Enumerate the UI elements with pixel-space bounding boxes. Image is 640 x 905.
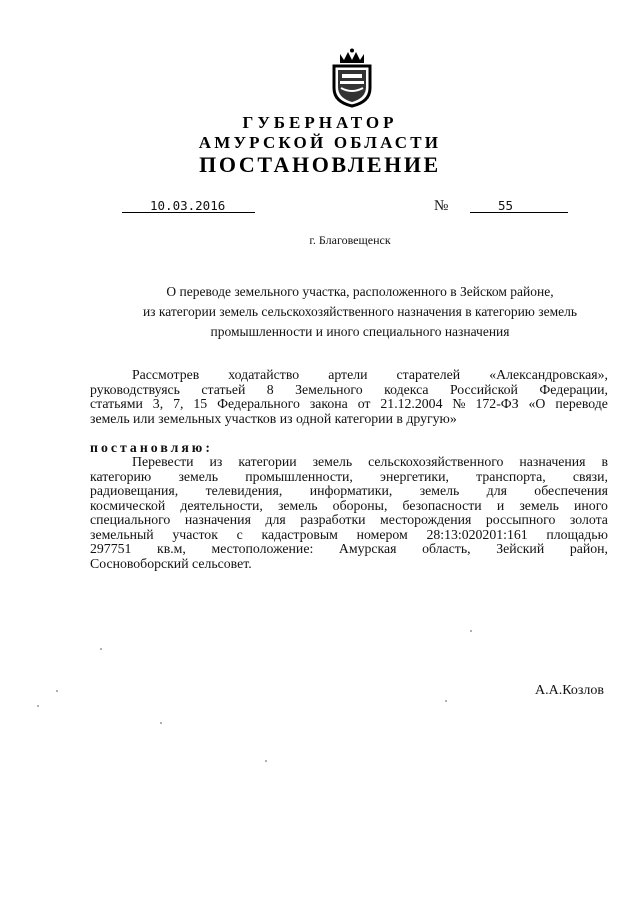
- paragraph-line: Сосновоборский сельсовет.: [90, 556, 252, 571]
- coat-of-arms-icon: [326, 48, 378, 108]
- document-date: 10.03.2016: [150, 198, 226, 213]
- scan-speck: [265, 760, 267, 762]
- paragraph-line: космической деятельности, земель обороны, безопасности и земель иного: [90, 498, 608, 513]
- paragraph-line: 297751 кв.м, местоположение: Амурская область, Зейский район,: [90, 542, 608, 556]
- scan-speck: [56, 690, 58, 692]
- subject-line: О переводе земельного участка, расположенного в Зейском районе,: [166, 284, 554, 299]
- number-underline: [470, 212, 568, 213]
- paragraph-line: Перевести из категории земель сельскохозяйственного назначения в: [132, 455, 608, 469]
- subject-line: из категории земель сельскохозяйственного назначения в категорию земель: [142, 304, 578, 319]
- scan-speck: [37, 705, 39, 707]
- document-type-title: ПОСТАНОВЛЕНИЕ: [199, 152, 441, 177]
- signature-name: А.А.Козлов: [535, 683, 604, 698]
- paragraph-line: статьями 3, 7, 15 Федерального закона от 21.12.2004 № 172-ФЗ «О переводе: [90, 397, 608, 411]
- scan-speck: [445, 700, 447, 702]
- scan-speck: [100, 648, 102, 650]
- decree-word: постановляю:: [90, 440, 213, 455]
- document-number: 55: [498, 198, 514, 213]
- paragraph-decision: [90, 455, 608, 571]
- paragraph-line: специального назначения для разработки месторождения россыпного золота: [90, 513, 608, 527]
- paragraph-line: земель или земельных участков из одной категории в другую»: [90, 411, 457, 426]
- paragraph-preamble: [90, 368, 608, 426]
- header-title-governor: ГУБЕРНАТОР: [242, 113, 398, 132]
- number-sign: №: [434, 198, 449, 214]
- subject-line: промышленности и иного специального назначения: [210, 324, 510, 339]
- paragraph-line: радиовещания, телевидения, информатики, земель для обеспечения: [90, 484, 608, 498]
- city-name: г. Благовещенск: [309, 233, 391, 247]
- paragraph-line: категорию земель промышленности, энергетики, транспорта, связи,: [90, 469, 608, 484]
- paragraph-line: земельный участок с кадастровым номером 28:13:020201:161 площадью: [90, 527, 608, 542]
- scan-speck: [160, 722, 162, 724]
- paragraph-line: Рассмотрев ходатайство артели старателей «Александровская»,: [132, 368, 608, 382]
- paragraph-line: руководствуясь статьей 8 Земельного кодекса Российской Федерации,: [90, 382, 608, 397]
- scan-speck: [470, 630, 472, 632]
- header-title-region: АМУРСКОЙ ОБЛАСТИ: [198, 133, 442, 152]
- document-subject: [0, 282, 640, 342]
